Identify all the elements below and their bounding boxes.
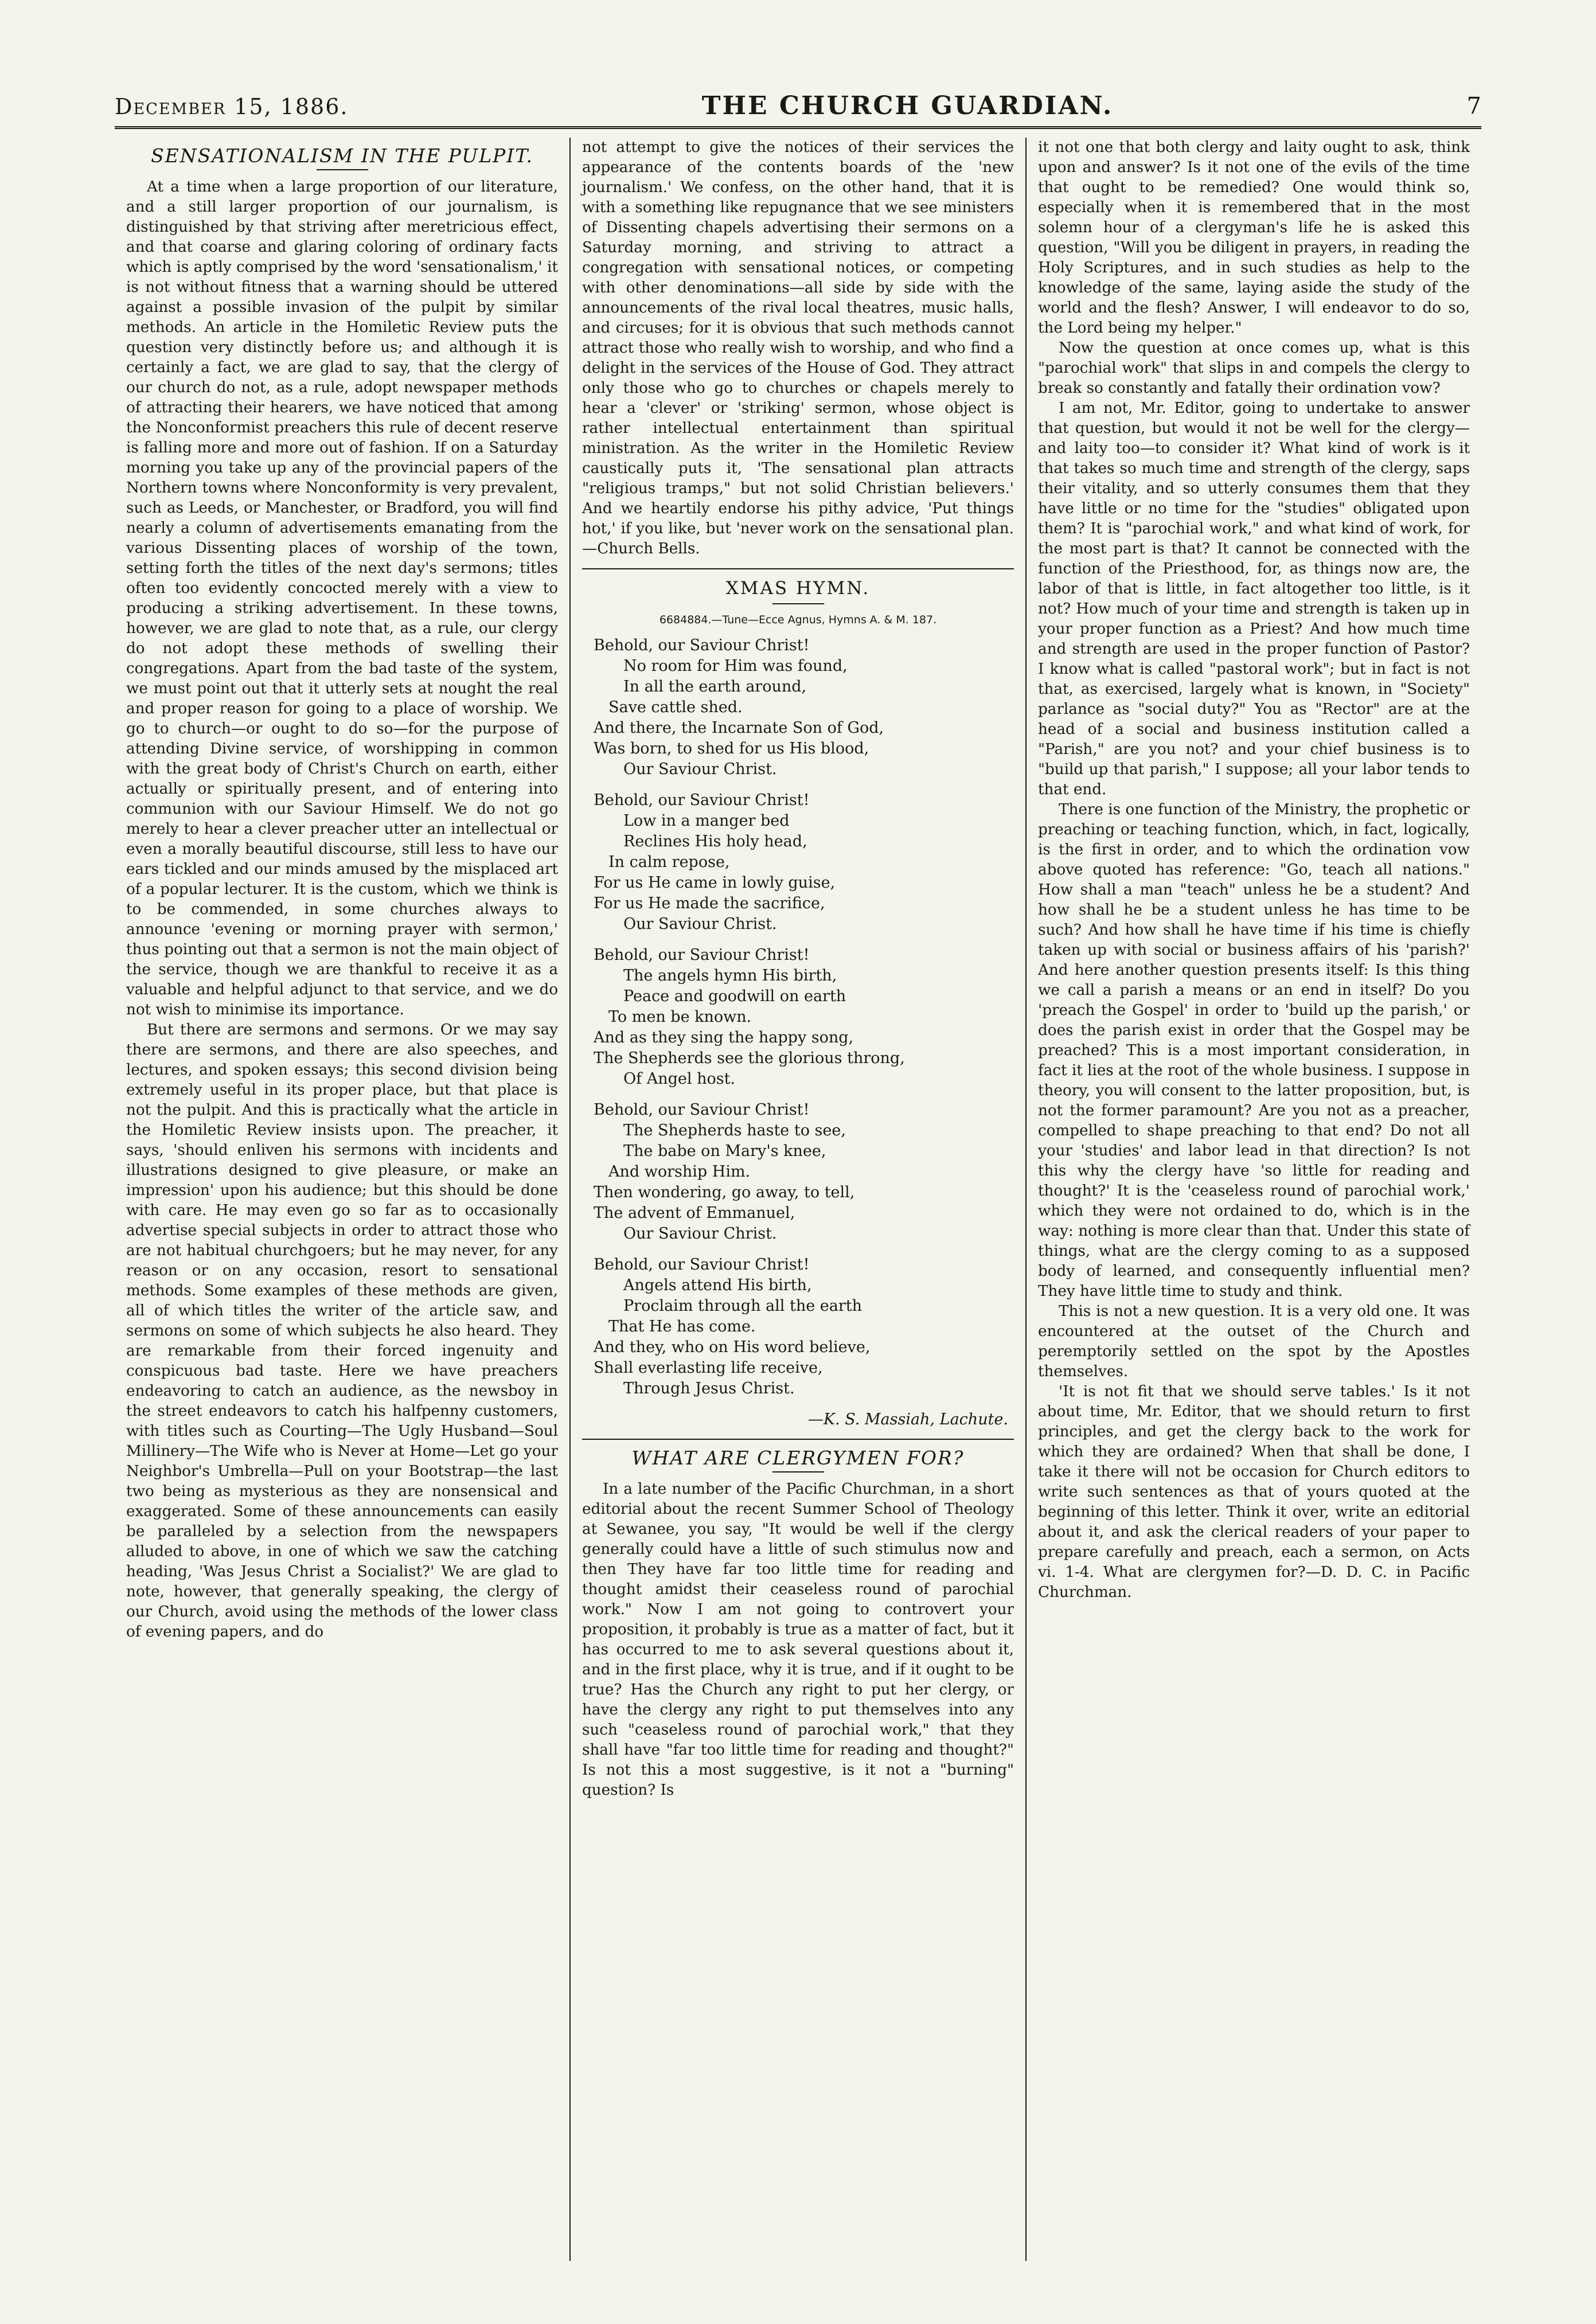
hymn-line: And worship Him. bbox=[608, 1163, 751, 1181]
hymn-line: To men be known. bbox=[608, 1008, 752, 1026]
hymn-line: Behold, our Saviour Christ! bbox=[594, 1101, 810, 1119]
hymn-signature: —K. S. Massiah, Lachute. bbox=[807, 1411, 1008, 1428]
hymn-line: The Shepherds see the glorious throng, bbox=[594, 1049, 905, 1067]
hymn-line: Our Saviour Christ. bbox=[623, 915, 777, 933]
article-heading-sensationalism: SENSATIONALISM IN THE PULPIT. bbox=[151, 144, 533, 167]
hymn-line: Our Saviour Christ. bbox=[623, 1225, 777, 1243]
hymn-line: The Shepherds haste to see, bbox=[623, 1122, 846, 1139]
hymn-verses bbox=[582, 635, 1014, 1399]
article-paragraph: I am not, Mr. Editor, going to undertake to answer that question, but would it not be well for the clergy—and laity too—to consider it? What kind of work is it that takes so much time and strength of the clergy, saps their vitality, and so utterly consumes them that they have little or no time for the "studies" obligated upon them? It is "parochial work," and what kind of work, for the most part is that? It cannot be connected with the function of the Priesthood, for, as things now are, the labor of that is little, in fact altogether too little, is it not? How much of your time and strength is taken up in your proper function as a Priest? And how much time and strength are used in the proper function of Pastor? I know what is called "pastoral work"; but in fact is not that, as exercised, largely what is known, in "Society" parlance as "social duty?" You as "Rector" are at the head of a social and business institution called a "Parish," are you not? and your chief business is to "build up that parish," I suppose; all your labor tends to that end. bbox=[1038, 400, 1470, 798]
hymn-line: Peace and goodwill on earth bbox=[623, 987, 846, 1005]
article-continuation: not attempt to give the notices of their services the appearance of the contents boards of the 'new journalism.' We confess, on the other hand, that it is with a something like repugnance that we see ministers of Dissenting chapels advertising their sermons on a Saturday morning, and striving to attract a congregation with sensational notices, or competing with other denominations—all side by side with the announcements of the rival local theatres, music halls, and circuses; for it is obvious that such methods cannot attract those who really wish to worship, and who find a delight in the services of the House of God. They attract only those who go to churches or chapels merely to hear a 'clever' or 'striking' sermon, whose object is rather intellectual entertainment than spiritual ministration. As the writer in the Homiletic Review caustically puts it, 'The sensational plan attracts "religious tramps," but not solid Christian believers.' And we heartily endorse his pithy advice, 'Put things hot,' if you like, but 'never work on the sensational plan.—Church Bells. bbox=[582, 139, 1014, 557]
column-3 bbox=[1025, 138, 1481, 2261]
hymn-tune: 6684884.—Tune—Ecce Agnus, Hymns A. & M. 187. bbox=[659, 614, 937, 626]
page-number: 7 bbox=[1466, 93, 1481, 119]
hymn-line: Behold, our Saviour Christ! bbox=[594, 1256, 810, 1274]
hymn-line: In all the earth around, bbox=[623, 678, 807, 696]
hymn-line: Behold, our Saviour Christ! bbox=[594, 946, 810, 964]
article-paragraph: But there are sermons and sermons. Or we may say there are sermons, and there are also speeches, and lectures, and spoken essays; this second division being extremely useful in its proper place, but that place is not the pulpit. And this is practically what the article in the Homiletic Review insists upon. The preacher, it says, 'should enliven his sermons with incidents and illustrations designed to give pleasure, or make an impression' upon his audience; but this should be done with care. He may even go so far as to occasionally advertise special subjects in order to attract those who are not habitual churchgoers; but he may never, for any reason or on any occasion, resort to sensational methods. Some examples of these methods are given, all of which titles the writer of the article saw, and sermons on some of which subjects he also heard. They are remarkable from their forced ingenuity and conspicuous bad taste. Here we have preachers endeavoring to catch an audience, as the newsboy in the street endeavors to catch his halfpenny customers, with titles such as Courting—The Ugly Husband—Soul Millinery—The Wife who is Never at Home—Let go your Neighbor's Umbrella—Pull on your Bootstrap—the last two being as mysterious as they are nonsensical and exaggerated. Some of these announcements can easily be paralleled by a selection from the newspapers alluded to above, in one of which we saw the catching heading, 'Was Jesus Christ a Socialist?' We are glad to note, however, that generally speaking, the clergy of our Church, avoid using the methods of the lower class of evening papers, and do bbox=[126, 1021, 558, 1641]
heading-rule bbox=[317, 169, 368, 170]
hymn-verse bbox=[594, 1255, 1014, 1399]
hymn-line: Then wondering, go away, to tell, bbox=[594, 1184, 855, 1201]
column-2 bbox=[569, 138, 1025, 2261]
article-paragraph: In a late number of the Pacific Churchman, in a short editorial about the recent Summer School of Theology at Sewanee, you say, "It would be well if the clergy generally could have a little of such stimulus now and then They have far too little time for reading and thought amidst their ceaseless round of parochial work." Now I am not going to controvert your proposition, it probably is true as a matter of fact, but it has occurred to me to ask several questions about it, and in the first place, why it is true, and if it ought to be true? Has the Church any right to put her clergy, or have the clergy any right to put themselves into any such "ceaseless round of parochial work," that they shall have "far too little time for reading and thought?" Is not this a most suggestive, is it not a "burning" question? Is bbox=[582, 1481, 1014, 1799]
hymn-line: Proclaim through all the earth bbox=[623, 1297, 863, 1315]
issue-date: December 15, 1886. bbox=[115, 94, 349, 119]
hymn-line: That He has come. bbox=[608, 1318, 756, 1335]
hymn-verse bbox=[594, 790, 1014, 935]
article-paragraph: 'It is not fit that we should serve tables.' Is it not about time, Mr. Editor, that we should return to first principles, and get the clergy back to the work for which they are ordained? When that shall be done, I take it there will not be occasion for Church editors to write such sentences as that of yours quoted at the beginning of this letter. Think it over, write an editorial about it, and ask the clerical readers of your paper to prepare carefully and preach, each a sermon, on Acts vi. 1-4. What are clergymen for?—D. D. C. in Pacific Churchman. bbox=[1038, 1383, 1470, 1601]
article-paragraph: At a time when a large proportion of our literature, and a still larger proportion of our journalism, is distinguished by that striving after meretricious effect, and that coarse and glaring coloring of ordinary facts which is aptly comprised by the word 'sensationalism,' it is not without fitness that a warning should be uttered against a possible invasion of the pulpit by similar methods. An article in the Homiletic Review puts the question very distinctly before us; and although it is certainly a fact, we are glad to say, that the clergy of our church do not, as a rule, adopt newspaper methods of attracting their hearers, we have noticed that among the Nonconformist preachers this rule of decent reserve is falling more and more out of fashion. If on a Saturday morning you take up any of the provincial papers of the Northern towns where Nonconformity is very prevalent, such as Leeds, or Manchester, or Bradford, you will find nearly a column of advertisements emanating from the various Dissenting places of worship of the town, setting forth the titles of the next day's sermons; titles often too evidently concocted merely with a view to producing a striking advertisement. In these towns, however, we are glad to note that, as a rule, our clergy do not adopt these methods of swelling their congregations. Apart from the bad taste of the system, we must point out that it utterly sets at nought the real and proper reason for going to a place of worship. We go to church—or ought to do so—for the purpose of attending Divine service, of worshipping in common with the great body of Christ's Church on earth, either actually or spiritually present, and of entering into communion with our Saviour Himself. We do not go merely to hear a clever preacher utter an intellectual or even a morally beautiful discourse, still less to have our ears tickled and our minds amused by the misplaced art of a popular lecturer. It is the custom, which we think is to be commended, in some churches always to announce 'evening or morning prayer with sermon,' thus pointing out that a sermon is not the main object of the service, though we are thankful to receive it as a valuable and helpful adjunct to that service, and we do not wish to minimise its importance. bbox=[126, 178, 558, 1018]
hymn-title: XMAS HYMN. bbox=[725, 578, 871, 599]
section-divider bbox=[582, 568, 1014, 569]
hymn-line: For us He came in lowly guise, bbox=[594, 874, 836, 892]
hymn-line: And there, the Incarnate Son of God, bbox=[594, 719, 884, 737]
hymn-line: And as they sing the happy song, bbox=[594, 1029, 854, 1046]
hymn-line: Shall everlasting life receive, bbox=[594, 1359, 823, 1377]
hymn-line: Angels attend His birth, bbox=[623, 1276, 812, 1294]
hymn-line: Behold, our Saviour Christ! bbox=[594, 636, 810, 654]
column-1 bbox=[115, 138, 569, 2261]
paper-title: THE CHURCH GUARDIAN. bbox=[701, 91, 1114, 120]
article-heading-clergymen: WHAT ARE CLERGYMEN FOR? bbox=[631, 1447, 965, 1469]
hymn-verse bbox=[594, 1100, 1014, 1244]
hymn-line: Low in a manger bed bbox=[623, 812, 790, 830]
hymn-line: In calm repose, bbox=[608, 853, 730, 871]
masthead bbox=[115, 80, 1481, 129]
hymn-line: Was born, to shed for us His blood, bbox=[594, 740, 869, 757]
article-columns bbox=[115, 138, 1481, 2261]
heading-rule bbox=[772, 1471, 824, 1472]
hymn-line: No room for Him was found, bbox=[623, 657, 848, 675]
section-divider bbox=[582, 1439, 1014, 1440]
hymn-line: Of Angel host. bbox=[623, 1070, 736, 1088]
article-paragraph: This is not a new question. It is a very old one. It was encountered at the outset of the Church and peremptorily settled on the spot by the Apostles themselves. bbox=[1038, 1303, 1470, 1380]
article-paragraph: There is one function of the Ministry, the prophetic or preaching or teaching function, which, in fact, logically, is the first in order, and to which the ordination vow above quoted has reference: "Go, teach all nations." How shall a man "teach" unless he be a student? And how shall he be a student unless he has time to be such? And how shall he have time if his time is chiefly taken up with social or business affairs of his 'parish?' And here another question presents itself: Is this thing we call a parish a means or an end in itself? Do you 'preach the Gospel' in order to 'build up the parish,' or does the parish exist in order that the Gospel may be preached? This is a most important consideration, in fact it lies at the root of the whole business. I suppose in theory, you will consent to the latter proposition, but, is not the former paramount? Are you not as a preacher, compelled to shape preaching to that end? Do not all your 'studies' and labor lead in that direction? Is not this why the clergy have 'so little for reading and thought?' It is the 'ceaseless round of parochial work,' which they were not ordained to do, which is in the way: nothing is more clear than that. Under this state of things, what are the clergy coming to as a supposed body of learned, and consequently influential men? They have little time to study and think. bbox=[1038, 801, 1470, 1300]
hymn-line: The angels hymn His birth, bbox=[623, 967, 837, 985]
hymn-line: Behold, our Saviour Christ! bbox=[594, 791, 810, 809]
article-paragraph: Now the question at once comes up, what is this "parochial work" that slips in and compels the clergy to break so constantly and fatally their ordination vow? bbox=[1038, 339, 1470, 397]
hymn-line: The advent of Emmanuel, bbox=[594, 1204, 795, 1222]
article-paragraph: it not one that both clergy and laity ought to ask, think upon and answer? Is it not one of the evils of the time that ought to be remedied? One would think so, especially when it is remembered that in the most solemn hour of a clergyman's life he is asked this question, "Will you be diligent in prayers, in reading the Holy Scriptures, and in such studies as help to the knowledge of the same, laying aside the study of the world and the flesh? Answer, I will endeavor to do so, the Lord being my helper." bbox=[1038, 139, 1470, 337]
hymn-line: For us He made the sacrifice, bbox=[594, 895, 825, 912]
hymn-verse bbox=[594, 635, 1014, 780]
hymn-line: Through Jesus Christ. bbox=[623, 1380, 795, 1397]
hymn-line: The babe on Mary's knee, bbox=[623, 1142, 826, 1160]
hymn-verse bbox=[594, 945, 1014, 1089]
hymn-line: Our Saviour Christ. bbox=[623, 760, 777, 778]
hymn-line: Save cattle shed. bbox=[608, 698, 743, 716]
hymn-line: And they, who on His word believe, bbox=[594, 1338, 871, 1356]
heading-rule bbox=[772, 603, 824, 604]
hymn-line: Reclines His holy head, bbox=[623, 833, 807, 850]
